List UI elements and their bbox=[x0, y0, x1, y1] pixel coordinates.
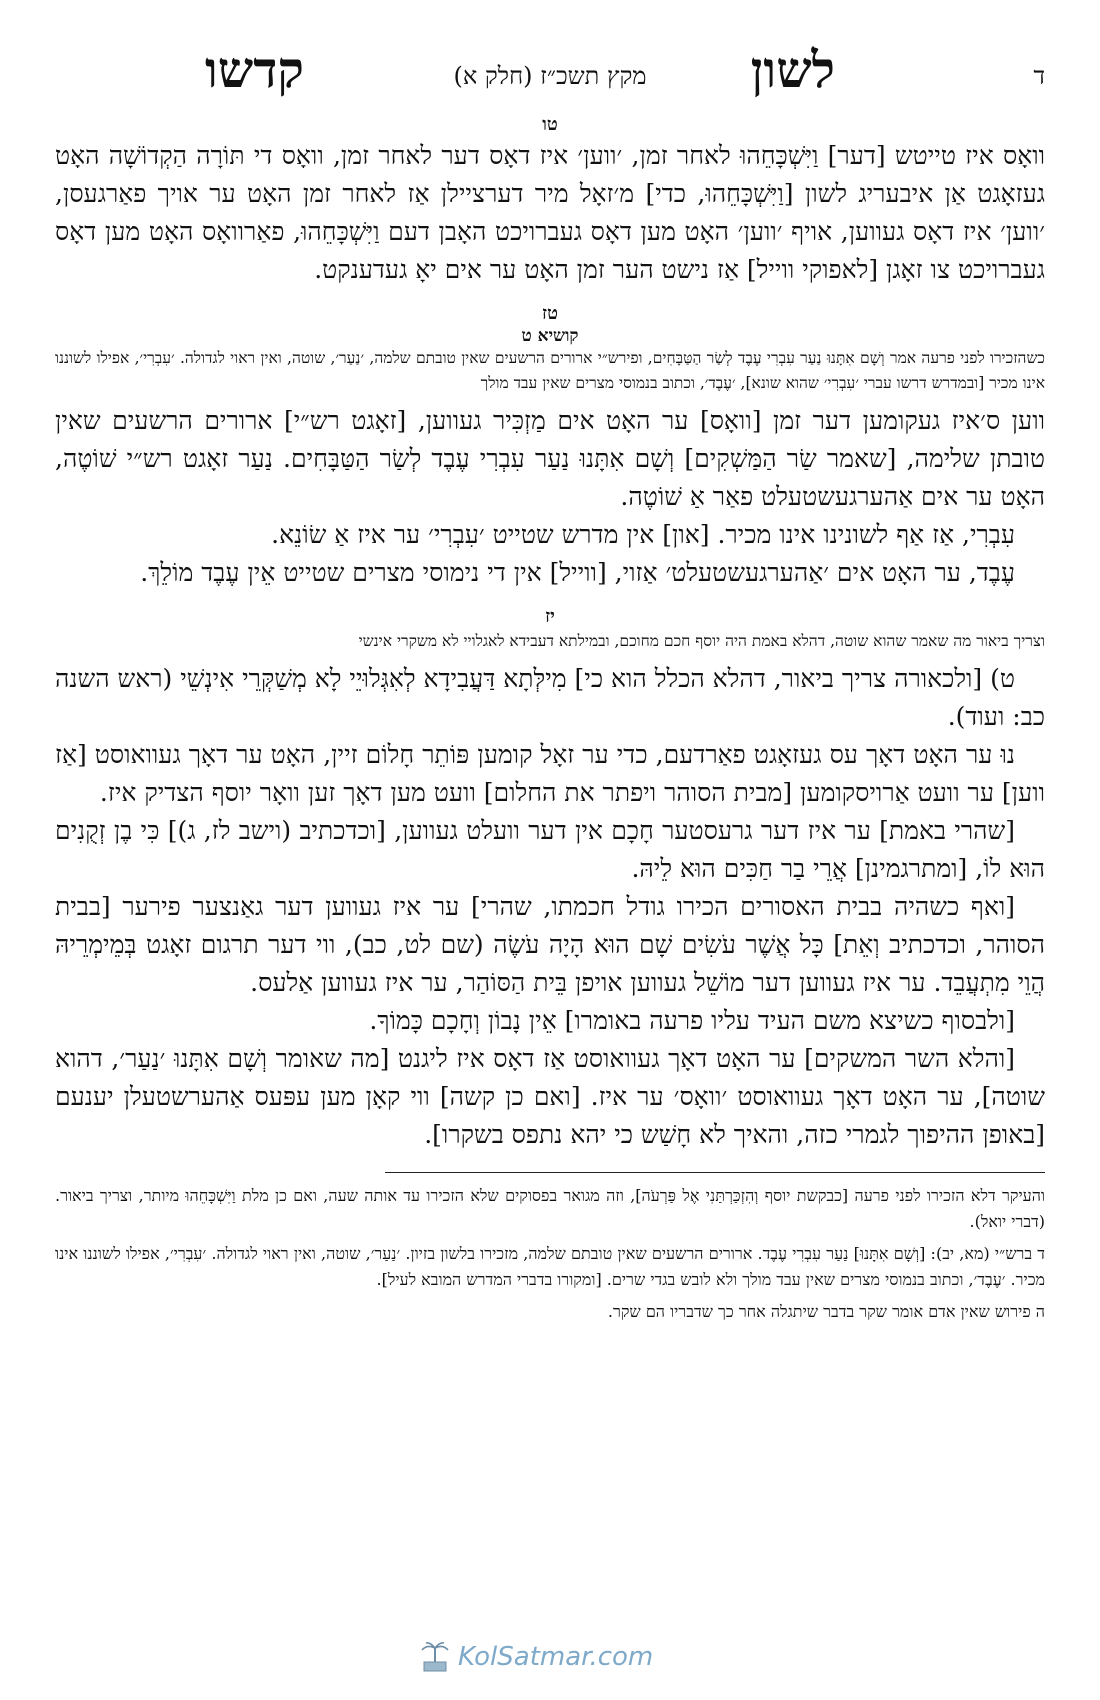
logo-text: KolSatmar.com bbox=[458, 1642, 654, 1672]
section-17 bbox=[55, 606, 1045, 1154]
section-16 bbox=[55, 303, 1045, 592]
paragraph: [ולבסוף כשיצא משם העיד עליו פרעה באומרו] אֵין נָבוֹן וְחָכָם כָּמוֹךָ. bbox=[369, 1006, 1015, 1035]
paragraph: ווען ס׳איז געקומען דער זמן [וואָס] ער האָט אים מַזְכִּיר געווען, [זאָגט רש״י] ארורים הרשעים שאין טובתן שלימה, [שאמר שַׂר הַמַּשְׁקִים] וְשָׁם אִתָּנוּ נַעַר עִבְרִי עֶבֶד לְשַׂר הַטַּבָּחִים. נַעַר זאָגט רש״י שׁוֹטֶה, האָט ער אים אַהערגעשטעלט פאַר אַ שׁוֹטֶה. bbox=[55, 406, 1045, 511]
header-subtitle: מקץ תשכ״ז (חלק א) bbox=[453, 62, 647, 90]
section-summary: כשהזכירו לפני פרעה אמר וְשָׁם אִתָּנוּ נַעַר עִבְרִי עֶבֶד לְשַׂר הַטַּבָּחִים, ופירש״י ארורים הרשעים שאין טובתם שלמה, ׳נַעַר׳, שוטה, ואין ראוי לגדולה. ׳עִבְרִי׳, אפילו לשוננו אינו מכיר [ובמדרש דרשו עברי ׳עִבְרִי׳ שהוא שונא], ׳עֶבֶד׳, וכתוב בנמוסי מצרים שאין עבד מולך bbox=[55, 349, 1045, 392]
question-title: קושיא ט bbox=[521, 326, 579, 346]
section-number: טז bbox=[542, 303, 558, 324]
section-number: טו bbox=[542, 114, 558, 135]
kolsatmar-logo bbox=[418, 1640, 653, 1674]
page-number: ד bbox=[1033, 62, 1045, 90]
section-number: יז bbox=[545, 606, 555, 627]
paragraph: עֶבֶד, ער האָט אים ׳אַהערגעשטעלט׳ אַזוי, [ווייל] אין די נימוסי מצרים שטייט אֵין עֶבֶד מוֹלֵךְ. bbox=[140, 558, 1015, 587]
paragraph: [והלא השר המשקים] ער האָט דאָך געוואוסט אַז דאָס איז ליגנט [מה שאומר וְשָׁם אִתָּנוּ ׳נַעַר׳, דהוא שוטה], ער האָט דאָך געוואוסט ׳וואָס׳ ער איז. [ואם כן קשה] ווי קאָן מען עפּעס אַהערשטעלן יענעם [באופן ההיפוך לגמרי כזה, והאיך לא חָשַׁש כי יהא נתפס בשקרו]. bbox=[55, 1044, 1045, 1149]
paragraph: נוּ ער האָט דאָך עס געזאָגט פאַרדעם, כדי ער זאָל קומען פּוֹתֵר חָלוֹם זיין, האָט ער דאָך געוואוסט [אַז ווען] ער וועט אַרויסקומען [מבית הסוהר ויפתר את החלום] וועט מען דאָך זען וואָר יוסף הצדיק איז. bbox=[55, 740, 1045, 807]
paragraph: [שהרי באמת] ער איז דער גרעסטער חָכָם אין דער וועלט געווען, [וכדכתיב (וישב לז, ג)] כִּי בֶן זְקֻנִים הוּא לוֹ, [ומתרגמינן] אֲרֵי בַר חַכִּים הוּא לֵיהּ. bbox=[55, 816, 1045, 883]
paragraph: עִבְרִי, אַז אַף לשונינו אינו מכיר. [און] אין מדרש שטייט ׳עִבְרִי׳ ער איז אַ שׂוֹנֵא. bbox=[271, 520, 1015, 549]
document-page bbox=[55, 40, 1045, 1331]
header-title-lashon: לשון bbox=[750, 40, 835, 99]
paragraph: וואָס איז טייטש [דער] וַיִּשְׁכָּחֵהוּ לאחר זמן, ׳ווען׳ איז דאָס דער לאחר זמן, וואָס די תּוֹרָה הַקְדוֹשָׁה האָט געזאָגט אַן איבעריג לשון [וַיִּשְׁכָּחֵהוּ, כדי] מ׳זאָל מיר דערציילן אַז לאחר זמן האָט ער אויך פאַרגעסן, ׳ווען׳ איז דאָס געווען, אויף ׳ווען׳ האָט מען דאָס געברויכט האָבן דעם וַיִּשְׁכָּחֵהוּ, פאַרוואָס האָט מען דאָס געברויכט צו זאָגן [לאפוקי ווייל] אַז נישט הער זמן האָט ער אים יאָ געדענקט. bbox=[55, 141, 1045, 284]
section-15 bbox=[55, 114, 1045, 289]
palm-book-icon bbox=[418, 1640, 452, 1674]
header-title-kodsho: קדשו bbox=[205, 40, 304, 99]
footnote: ה פירוש שאין אדם אומר שקר בדבר שיתגלה אחר כך שדבריו הם שקר. bbox=[607, 1302, 1045, 1321]
footnote-divider bbox=[385, 1172, 1045, 1173]
footnote: ד ברש״י (מא, יב): [וְשָׁם אִתָּנוּ] נַעַר עִבְרִי עֶבֶד. ארורים הרשעים שאין טובתם שלמה, מזכירו בלשון בזיון. ׳נַעַר׳, שוטה, ואין ראוי לגדולה. ׳עִבְרִי׳, אפילו לשוננו אינו מכיר. ׳עֶבֶד׳, וכתוב בנמוסי מצרים שאין עבד מולך ולא לובש בגדי שרים. [ומקורו בדברי המדרש המובא לעיל]. bbox=[55, 1244, 1045, 1289]
footnote: והעיקר דלא הזכירו לפני פרעה [כבקשת יוסף וְהִזְכַּרְתַּנִי אֶל פַּרְעֹה], וזה מגואר בפסוקים שלא הזכירו עד אותה שעה, ואם כן מלת וַיִּשְׁכָּחֵהוּ מיותר, וצריך ביאור. (דברי יואל). bbox=[55, 1186, 1045, 1231]
running-header bbox=[55, 40, 1045, 110]
footnotes bbox=[55, 1183, 1045, 1325]
paragraph: [ואף כשהיה בבית האסורים הכירו גודל חכמתו, שהרי] ער איז געווען דער גאַנצער פירער [בבית הסוהר, וכדכתיב וְאֵת] כָּל אֲשֶׁר עֹשִׂים שָׁם הוּא הָיָה עֹשֶׂה (שם לט, כב), ווי דער תרגום זאָגט בְּמֵימְרֵיהּ הֲוֵי מִתְעֲבֵד. ער איז געווען דער מוֹשֵׁל געווען אויפן בֵּית הַסּוֹהַר, ער איז געווען אַלעס. bbox=[55, 892, 1045, 997]
section-summary: וצריך ביאור מה שאמר שהוא שוטה, דהלא באמת היה יוסף חכם מחוכם, ובמילתא דעבידא לאגלויי לא משקרי אינשי bbox=[358, 632, 1045, 650]
paragraph: ט) [ולכאורה צריך ביאור, דהלא הכלל הוא כי] מִילְּתָא דַּעֲבִידָא לְאִגְּלוּיֵי לָא מְשַׁקְּרֵי אִינְשֵׁי (ראש השנה כב: ועוד). bbox=[55, 664, 1045, 731]
